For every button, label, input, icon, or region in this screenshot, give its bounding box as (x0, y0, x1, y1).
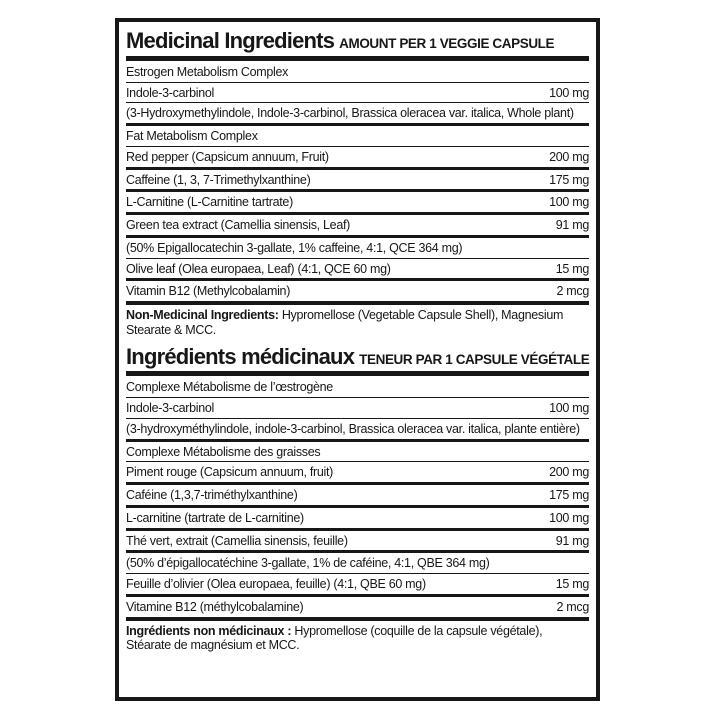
ingredient-name: (50% Epigallocatechin 3-gallate, 1% caffeine, 4:1, QCE 364 mg) (126, 240, 463, 255)
ingredient-row (126, 170, 589, 191)
ingredient-row (126, 597, 589, 618)
ingredient-row (126, 147, 589, 168)
ingredient-name: Thé vert, extrait (Camellia sinensis, feuille) (126, 533, 348, 548)
ingredient-row (126, 531, 589, 552)
supplement-facts-panel (115, 18, 600, 701)
fr-ingredient-table (126, 377, 589, 620)
ingredient-name: Green tea extract (Camellia sinensis, Leaf) (126, 218, 351, 233)
ingredient-name: Feuille d’olivier (Olea europaea, feuille) (4:1, QBE 60 mg) (126, 577, 426, 592)
ingredient-row (126, 259, 589, 280)
ingredient-name: Vitamin B12 (Methylcobalamin) (126, 284, 291, 299)
source-note-row (126, 419, 589, 440)
source-note-row (126, 238, 589, 259)
ingredient-name: Estrogen Metabolism Complex (126, 64, 289, 79)
fr-footnote-text: Hypromellose (coquille de la capsule végétale), Stéarate de magnésium et MCC. (126, 623, 543, 653)
en-title-rule (126, 56, 589, 61)
en-nonmedicinal-footnote (126, 305, 589, 341)
fr-footnote-lead: Ingrédients non médicinaux : (126, 623, 292, 638)
amount-value: 100 mg (549, 195, 589, 210)
amount-value: 200 mg (549, 465, 589, 480)
ingredient-name: Red pepper (Capsicum annuum, Fruit) (126, 149, 329, 164)
ingredient-row (126, 281, 589, 302)
ingredient-row (126, 574, 589, 595)
amount-value: 100 mg (549, 401, 589, 416)
ingredient-row (126, 508, 589, 529)
amount-value: 175 mg (549, 488, 589, 503)
ingredient-name: Indole-3-carbinol (126, 401, 215, 416)
source-note-row (126, 553, 589, 574)
ingredient-name: Complexe Métabolisme des graisses (126, 444, 321, 459)
ingredient-name: Caffeine (1, 3, 7-Trimethylxanthine) (126, 172, 311, 187)
ingredient-name: L-carnitine (tartrate de L-carnitine) (126, 510, 304, 525)
ingredient-name: Complexe Métabolisme de l’œstrogène (126, 380, 333, 395)
en-footnote-lead: Non-Medicinal Ingredients: (126, 308, 279, 323)
amount-value: 100 mg (549, 85, 589, 100)
amount-value: 2 mcg (556, 599, 589, 614)
ingredient-name: (50% d’épigallocatéchine 3-gallate, 1% de caféine, 4:1, QBE 364 mg) (126, 556, 490, 571)
ingredient-name: Indole-3-carbinol (126, 85, 215, 100)
en-title-text: Medicinal Ingredients (126, 28, 335, 53)
en-footnote-text: Hypromellose (Vegetable Capsule Shell), Magnesium Stearate & MCC. (126, 308, 564, 337)
fr-title-rule (126, 371, 589, 376)
amount-value: 15 mg (555, 577, 589, 592)
amount-value: 15 mg (555, 261, 589, 276)
fr-title-text: Ingrédients médicinaux (126, 343, 355, 369)
amount-value: 91 mg (555, 218, 589, 233)
ingredient-row (126, 192, 589, 213)
en-ingredient-table (126, 62, 589, 305)
source-note-row (126, 103, 589, 124)
complex-subheader-row (126, 377, 589, 398)
fr-title-suffix: TENEUR PAR 1 CAPSULE VÉGÉTALE (359, 351, 590, 367)
ingredient-name: Caféine (1,3,7-triméthylxanthine) (126, 488, 298, 503)
amount-value: 91 mg (555, 533, 589, 548)
amount-value: 175 mg (549, 172, 589, 187)
fr-nonmedicinal-footnote (126, 621, 589, 657)
fr-section-title (126, 341, 589, 372)
ingredient-name: Vitamine B12 (méthylcobalamine) (126, 599, 304, 614)
en-section-title (126, 25, 589, 56)
complex-subheader-row (126, 442, 589, 463)
ingredient-name: L-Carnitine (L-Carnitine tartrate) (126, 195, 293, 210)
ingredient-row (126, 485, 589, 506)
ingredient-row (126, 83, 589, 104)
ingredient-name: Piment rouge (Capsicum annuum, fruit) (126, 465, 334, 480)
complex-subheader-row (126, 126, 589, 147)
ingredient-name: Fat Metabolism Complex (126, 129, 258, 144)
amount-value: 100 mg (549, 510, 589, 525)
ingredient-name: (3-hydroxyméthylindole, indole-3-carbinol, Brassica oleracea var. italica, plante entière) (126, 421, 580, 436)
amount-value: 2 mcg (556, 284, 589, 299)
complex-subheader-row (126, 62, 589, 83)
ingredient-row (126, 398, 589, 419)
ingredient-name: (3-Hydroxymethylindole, Indole-3-carbinol, Brassica oleracea var. italica, Whole plant) (126, 106, 574, 121)
amount-value: 200 mg (549, 149, 589, 164)
ingredient-name: Olive leaf (Olea europaea, Leaf) (4:1, QCE 60 mg) (126, 261, 391, 276)
en-title-suffix: AMOUNT PER 1 VEGGIE CAPSULE (339, 36, 555, 51)
ingredient-row (126, 215, 589, 236)
ingredient-row (126, 462, 589, 483)
